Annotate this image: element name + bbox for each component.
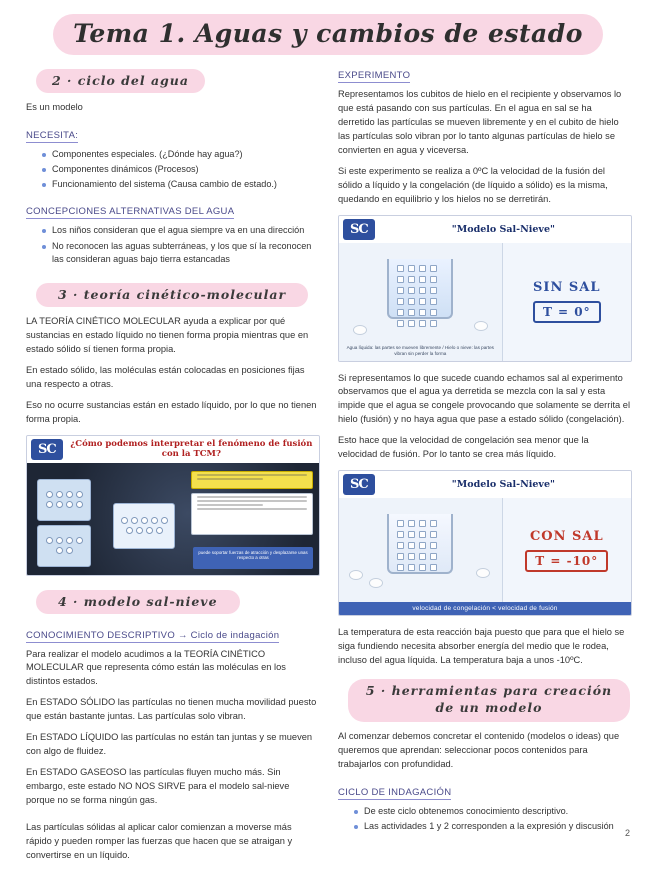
sc-logo-icon: SC (31, 439, 63, 460)
list-item: De este ciclo obtenemos conocimiento descriptivo. (354, 805, 630, 818)
figure-tcm-note-yellow (191, 471, 313, 489)
ciclo-indagacion-heading: CICLO DE INDAGACIÓN (338, 786, 452, 798)
sc-logo-icon: SC (343, 219, 375, 240)
list-item: Componentes especiales. (¿Dónde hay agua?) (42, 148, 318, 161)
left-column (26, 65, 318, 870)
particle-dots (42, 484, 86, 516)
particle-card-liquid (37, 525, 91, 567)
list-item: Componentes dinámicos (Procesos) (42, 163, 318, 176)
concepciones-heading: CONCEPCIONES ALTERNATIVAS DEL AGUA (26, 206, 235, 218)
figure-sin-sal-header (339, 216, 631, 243)
left-paragraph-4: Para realizar el modelo acudimos a la TEORÍA CINÉTICO MOLECULAR que representa cómo están las moléculas en los distintos estados. (26, 648, 286, 687)
left-paragraph-2: En estado sólido, las moléculas están colocadas en posiciones fijas una respecto a otras. (26, 364, 305, 389)
ciclo-indagacion-list (338, 805, 630, 833)
right-paragraph-5: La temperatura de esta reacción baja puesto que para que el hielo se siga fundiendo necesita absorber energía del medio que le rodea, incluso del agua líquida. La temperatura baja a unos -10ºC. (338, 627, 625, 665)
figure-tcm-caption: puede soportar fuerzas de atracción y desplazarse unas respecto a otras (198, 549, 308, 561)
ice-cube-icon (474, 321, 488, 331)
page-number: 2 (624, 828, 630, 838)
figure-sal-nieve-con-sal (338, 470, 632, 616)
figure-tcm-caption-bar (193, 547, 313, 569)
figure-tcm-title: ¿Cómo podemos interpretar el fenómeno de fusión con la TCM? (70, 438, 313, 460)
right-paragraph-3: Si representamos lo que sucede cuando echamos sal al experimento observamos que el agua ya derretida se mezcla con la sal y esta impide que el agua se congele provocando que solamente se derrita el hielo (fusión) y no haya agua que pase a estado sólido (congelación). (338, 372, 631, 425)
experimento-heading: EXPERIMENTO (338, 70, 411, 81)
necesita-heading: NECESITA: (26, 129, 79, 141)
figure-con-sal-footer: velocidad de congelación < velocidad de fusión (339, 602, 631, 615)
left-paragraph-5: En ESTADO SÓLIDO las partículas no tienen mucha movilidad puesto que están bastante juntas. Las partículas solo vibran. (26, 697, 317, 722)
right-column (338, 65, 630, 840)
beaker-icon (387, 259, 453, 319)
list-item: Los niños consideran que el agua siempre va en una dirección (42, 224, 318, 237)
right-paragraph-2: Si este experimento se realiza a 0ºC la velocidad de la fusión del sólido a líquido y la congelación (de líquido a sólido) es la misma, quedando en equilibrio y los hielos no se derretirán. (338, 165, 608, 204)
ice-particles (397, 520, 443, 564)
particle-card-solid (37, 479, 91, 521)
particle-dots (118, 508, 170, 544)
section-5-heading: 5 · herramientas para creación de un modelo (348, 679, 630, 722)
ice-cube-icon (476, 568, 490, 578)
section-3-heading: 3 · teoría cinético-molecular (36, 283, 308, 307)
section-4-heading: 4 · modelo sal-nieve (36, 590, 240, 614)
sc-logo-icon: SC (343, 474, 375, 495)
ice-particles (397, 265, 443, 309)
figure-sin-sal-labels (503, 243, 631, 361)
label-sin-sal: SIN SAL (533, 280, 601, 295)
page-title: Tema 1. Aguas y cambios de estado (53, 14, 603, 55)
figure-con-sal-title: "Modelo Sal-Nieve" (451, 479, 555, 491)
left-intro-text: Es un modelo (26, 102, 83, 112)
right-paragraph-1: Representamos los cubitos de hielo en el recipiente y observamos lo que está pasando con sus partículas. En el agua en sal se ha derretido las partículas se mueven libremente y en el cubito de hielo las partículas solo vibran por lo tanto algunas partículas de hielo se convierten en agua y viceversa. (338, 89, 622, 155)
section-2-heading: 2 · ciclo del agua (36, 69, 205, 93)
conocimiento-descriptivo-heading: CONOCIMIENTO DESCRIPTIVO → Ciclo de indagación (26, 629, 280, 641)
figure-sin-sal-title: "Modelo Sal-Nieve" (451, 223, 555, 235)
figure-sal-nieve-sin-sal (338, 215, 632, 362)
concepciones-list (26, 224, 318, 266)
figure-tcm (26, 435, 320, 576)
particle-dots (42, 530, 86, 562)
figure-tcm-header (27, 436, 319, 463)
right-paragraph-4: Esto hace que la velocidad de congelación sea menor que la velocidad de fusión. Por lo tanto se crea más líquido. (338, 435, 589, 460)
label-temperatura-0: T = 0° (533, 301, 601, 323)
figure-con-sal-labels (503, 498, 631, 602)
figure-sin-sal-caption: Agua líquida: las partes se mueven libremente / Hielo o nieve: las partes vibran sin perder la forma (346, 345, 494, 357)
figure-con-sal-header (339, 471, 631, 498)
figure-con-sal-body (339, 498, 631, 602)
beaker-illustration (339, 243, 503, 361)
left-paragraph-7: En ESTADO GASEOSO las partículas fluyen mucho más. Sin embargo, este estado NO NOS SIRVE para el modelo sal-nieve porque no se forma ningún gas. (26, 767, 290, 805)
list-item: Funcionamiento del sistema (Causa cambio de estado.) (42, 178, 318, 191)
beaker-icon (387, 514, 453, 574)
left-paragraph-1: LA TEORÍA CINÉTICO MOLECULAR ayuda a explicar por qué sustancias en estado líquido no tienen forma propia mientras que en estado sólido sí tienen forma propia. (26, 315, 309, 354)
label-temperatura-menos10: T = -10° (525, 550, 608, 572)
two-column-layout (26, 65, 630, 870)
figure-sin-sal-body (339, 243, 631, 361)
page-title-wrap (26, 14, 630, 55)
right-paragraph-6: Al comenzar debemos concretar el contenido (modelos o ideas) que queremos que aprendan: seleccionar pocos contenidos para trabajarlos con profundidad. (338, 730, 620, 769)
list-item: Las actividades 1 y 2 corresponden a la expresión y discusión (354, 820, 630, 833)
left-paragraph-3: Eso no ocurre sustancias están en estado líquido, por lo que no tienen forma propia. (26, 399, 317, 424)
list-item: No reconocen las aguas subterráneas, y los que sí la reconocen las consideran aguas bajo tierra estancadas (42, 240, 318, 266)
ice-cube-icon (353, 325, 367, 335)
left-paragraph-8: Las partículas sólidas al aplicar calor comienzan a moverse más rápido y pueden romper las fuerzas que hacen que se atraigan y convertirse en un líquido. (26, 821, 293, 860)
ice-cube-icon (349, 570, 363, 580)
ice-cube-icon (369, 578, 383, 588)
particle-card-detail (113, 503, 175, 549)
left-paragraph-6: En ESTADO LÍQUIDO las partículas no están tan juntas y se mueven con algo de fluidez. (26, 732, 313, 757)
beaker-illustration-salt (339, 498, 503, 602)
figure-tcm-body (27, 463, 319, 575)
figure-tcm-note-white (191, 493, 313, 535)
label-con-sal: CON SAL (529, 528, 604, 544)
necesita-list (26, 148, 318, 192)
